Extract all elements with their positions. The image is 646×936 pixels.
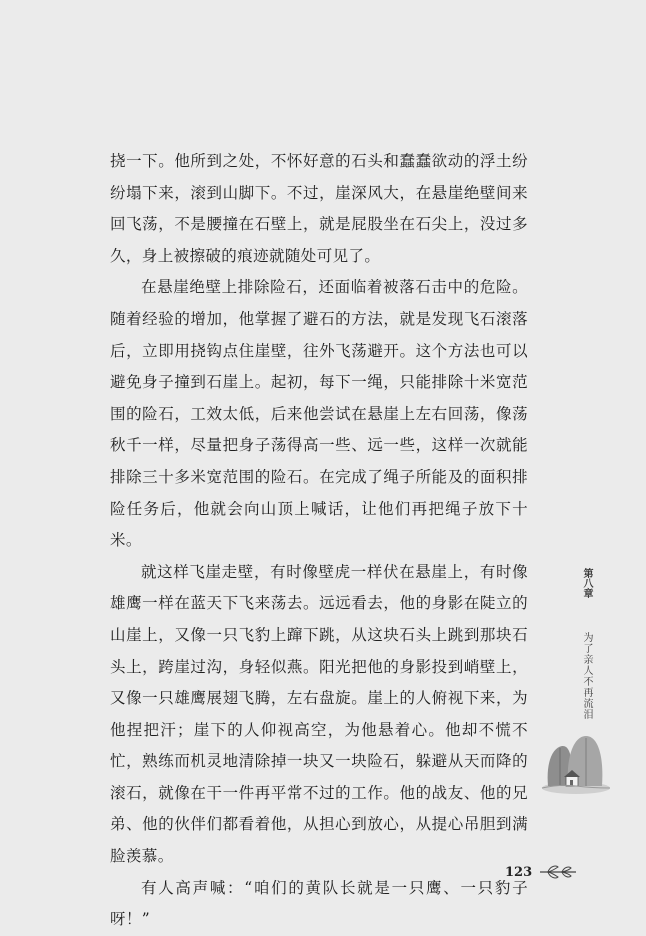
paragraph: 挠一下。他所到之处，不怀好意的石头和蠢蠢欲动的浮土纷纷塌下来，滚到山脚下。不过，崖深风大，在悬崖绝壁间来回飞荡，不是腰撞在石壁上，就是屁股坐在石尖上，没过多久，身上被擦破的痕迹就随处可见了。 [110,152,528,265]
chapter-number: 第八章 [581,568,592,598]
chapter-title: 为了亲人不再流泪 [581,632,592,720]
paragraph: 有人高声喊：“咱们的黄队长就是一只鹰、一只豹子呀！” [110,878,528,929]
body-text [110,146,528,936]
page-number: 123 [505,864,533,880]
paragraph: 就这样飞崖走壁，有时像壁虎一样伏在悬崖上，有时像雄鹰一样在蓝天下飞来荡去。远远看去，他的身影在陡立的山崖上，又像一只飞豹上蹿下跳，从这块石头上跳到那块石头上，跨崖过沟，身轻似燕。阳光把他的身影投到峭壁上，又像一只雄鹰展翅飞腾，左右盘旋。崖上的人俯视下来，为他捏把汗；崖下的人仰视高空，为他悬着心。他却不慌不忙，熟练而机灵地清除掉一块又一块险石，躲避从天而降的滚石，就像在干一件再平常不过的工作。他的战友、他的兄弟、他的伙伴们都看着他，从担心到放心，从提心吊胆到满脸羡慕。 [110,562,528,866]
leaf-ornament-icon [538,863,578,881]
page-footer [505,860,578,884]
paragraph: 在悬崖绝壁上排除险石，还面临着被落石击中的危险。随着经验的增加，他掌握了避石的方法，就是发现飞石滚落后，立即用挠钩点住崖壁，往外飞荡避开。这个方法也可以避免身子撞到石崖上。起初，每下一绳，只能排除十米宽范围的险石，工效太低，后来他尝试在悬崖上左右回荡，像荡秋千一样，尽量把身子荡得高一些、远一些，这样一次就能排除三十多米宽范围的险石。在完成了绳子所能及的面积排险任务后，他就会向山顶上喊话，让他们再把绳子放下十米。 [110,278,528,550]
tree-house-vignette-icon [540,728,612,796]
chapter-side-label [563,568,593,720]
